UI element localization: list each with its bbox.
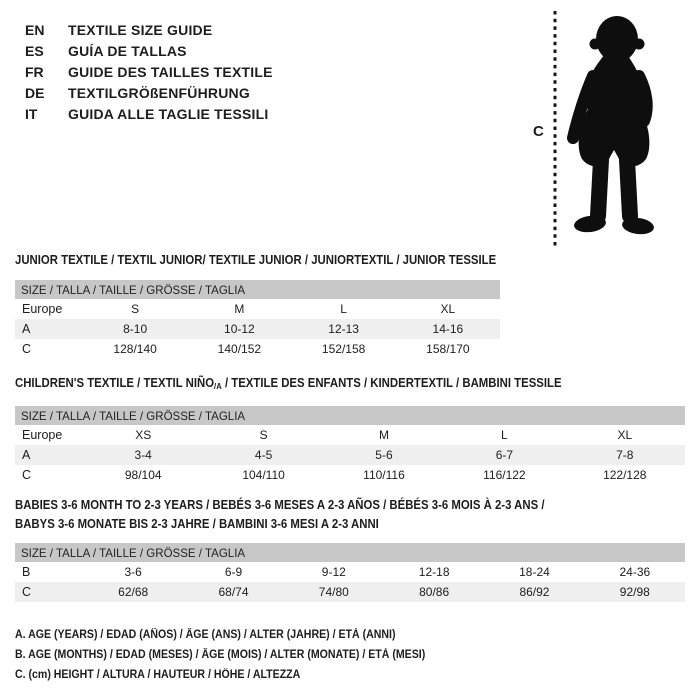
table-cell: 8-10 <box>83 319 187 339</box>
table-cell: 7-8 <box>565 445 685 465</box>
table-cell: 140/152 <box>217 342 262 356</box>
legend-line-a: A. AGE (YEARS) / EDAD (AÑOS) / ÂGE (ANS) / ALTER (JAHRE) / ETÀ (ANNI) <box>15 629 396 641</box>
toddler-silhouette-icon <box>530 8 692 250</box>
table-cell: XS <box>135 428 152 442</box>
language-row-en <box>25 20 273 41</box>
table-cell: 6-9 <box>224 565 243 579</box>
table-row <box>15 319 500 339</box>
table-cell: 18-24 <box>519 565 550 579</box>
language-row-fr <box>25 62 273 83</box>
table-cell: 116/122 <box>483 468 526 482</box>
legend-line-c: C. (cm) HEIGHT / ALTURA / HAUTEUR / HÖHE / ALTEZZA <box>15 669 301 681</box>
row-label: B <box>22 565 31 579</box>
table-cell: 98/104 <box>124 468 162 482</box>
table-cell: L <box>340 302 347 316</box>
language-row-it <box>25 104 273 125</box>
table-cell: S <box>259 428 268 442</box>
row-label: C <box>22 342 32 356</box>
table-row <box>15 299 500 319</box>
table-cell: 80/86 <box>384 582 484 602</box>
table-cell: 92/98 <box>585 582 685 602</box>
table-row <box>15 465 685 485</box>
language-code: ES <box>25 43 44 59</box>
table-cell: 14-16 <box>396 319 500 339</box>
legend-line-b: B. AGE (MONTHS) / EDAD (MESES) / ÂGE (MOIS) / ALTER (MONATE) / ETÀ (MESI) <box>15 649 426 661</box>
table-row <box>15 280 500 299</box>
row-label: Europe <box>22 428 63 442</box>
table-row <box>15 582 685 602</box>
size-header-bar: SIZE / TALLA / TAILLE / GRÖSSE / TAGLIA <box>15 543 685 562</box>
table-cell: M <box>378 428 389 442</box>
junior-size-table <box>15 280 500 359</box>
table-cell: L <box>501 428 508 442</box>
title-subscript: /A <box>214 381 222 391</box>
babies-section <box>15 496 685 602</box>
table-cell: 5-6 <box>324 445 444 465</box>
children-section <box>15 374 685 485</box>
row-label: C <box>15 582 83 602</box>
table-row <box>15 445 685 465</box>
height-measure-label: C <box>533 123 544 140</box>
table-cell: M <box>234 302 245 316</box>
row-label: A <box>15 445 83 465</box>
language-row-es <box>25 41 273 62</box>
language-title: TEXTILE SIZE GUIDE <box>68 22 213 38</box>
table-cell: 4-5 <box>203 445 323 465</box>
table-cell: 24-36 <box>619 565 651 579</box>
language-title: TEXTILGRÖßENFÜHRUNG <box>68 85 250 101</box>
measurement-legend <box>15 625 461 685</box>
table-row <box>15 425 685 445</box>
table-row <box>15 339 500 359</box>
height-measure-figure <box>530 8 692 250</box>
language-row-de <box>25 83 273 104</box>
table-cell: 12-13 <box>292 319 396 339</box>
table-cell: 68/74 <box>183 582 283 602</box>
language-code: EN <box>25 22 45 38</box>
table-cell: 3-6 <box>124 565 142 579</box>
language-title: GUIDA ALLE TAGLIE TESSILI <box>68 106 269 122</box>
table-cell: 9-12 <box>321 565 346 579</box>
table-cell: 110/116 <box>363 468 405 482</box>
table-cell: 6-7 <box>444 445 564 465</box>
table-cell: 158/170 <box>426 342 470 356</box>
table-cell: 62/68 <box>83 582 183 602</box>
language-code: FR <box>25 64 44 80</box>
row-label: A <box>15 319 83 339</box>
size-header-bar: SIZE / TALLA / TAILLE / GRÖSSE / TAGLIA <box>15 406 685 425</box>
junior-table-title: JUNIOR TEXTILE / TEXTIL JUNIOR/ TEXTILE JUNIOR / JUNIORTEXTIL / JUNIOR TESSILE <box>15 253 497 267</box>
table-cell: XL <box>617 428 633 442</box>
children-size-table <box>15 406 685 485</box>
row-label: C <box>22 468 32 482</box>
babies-size-table <box>15 543 685 602</box>
table-cell: 74/80 <box>284 582 384 602</box>
children-table-title: CHILDREN'S TEXTILE / TEXTIL NIÑO/A / TEXTILE DES ENFANTS / KINDERTEXTIL / BAMBINI TESSILE <box>15 376 562 391</box>
language-title: GUÍA DE TALLAS <box>68 43 187 59</box>
language-code: IT <box>25 106 38 122</box>
table-cell: 12-18 <box>418 565 450 579</box>
babies-table-title: BABIES 3-6 MONTH TO 2-3 YEARS / BEBÉS 3-6 MESES A 2-3 AÑOS / BÉBÉS 3-6 MOIS À 2-3 ANS / BABYS 3-6 MONATE BIS 2-3 JAHRE / BAMBINI 3-6 MESI A 2-3 ANNI <box>15 498 545 531</box>
table-cell: 122/128 <box>603 468 647 482</box>
language-title-list <box>25 20 273 125</box>
table-cell: S <box>131 302 140 316</box>
size-header-bar: SIZE / TALLA / TAILLE / GRÖSSE / TAGLIA <box>15 280 500 299</box>
table-cell: XL <box>440 302 456 316</box>
table-row <box>15 543 685 562</box>
junior-section <box>15 251 500 359</box>
table-row <box>15 562 685 582</box>
table-row <box>15 406 685 425</box>
table-cell: 86/92 <box>484 582 584 602</box>
table-cell: 152/158 <box>321 342 366 356</box>
table-cell: 3-4 <box>83 445 203 465</box>
table-cell: 128/140 <box>113 342 157 356</box>
language-title: GUIDE DES TAILLES TEXTILE <box>68 64 273 80</box>
table-cell: 10-12 <box>187 319 291 339</box>
table-cell: 104/110 <box>242 468 285 482</box>
row-label: Europe <box>22 302 63 316</box>
language-code: DE <box>25 85 45 101</box>
